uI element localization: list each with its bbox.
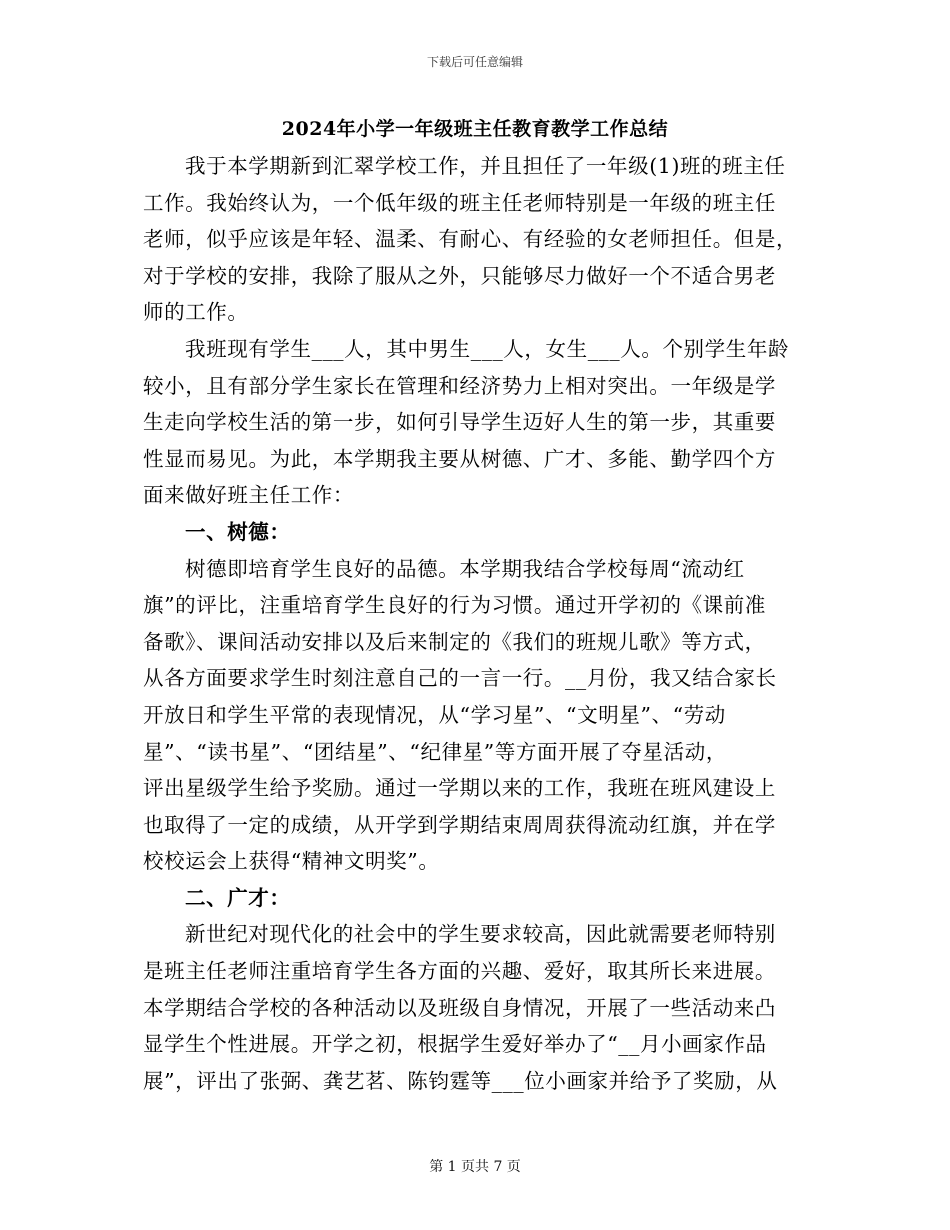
document-body — [143, 148, 813, 1099]
text-line: 新世纪对现代化的社会中的学生要求较高，因此就需要老师特别 — [185, 922, 776, 947]
text-line: 旗”的评比，注重培育学生良好的行为习惯。通过开学初的《课前准 — [143, 593, 766, 618]
text-line: 本学期结合学校的各种活动以及班级自身情况，开展了一些活动来凸 — [143, 995, 776, 1020]
text-line: 从各方面要求学生时刻注意自己的一言一行。__月份，我又结合家长 — [143, 666, 777, 691]
text-line: 开放日和学生平常的表现情况，从“学习星”、“文明星”、“劳动 — [143, 702, 726, 727]
text-line: 评出星级学生给予奖励。通过一学期以来的工作，我班在班风建设上 — [143, 776, 776, 801]
section-heading: 一、树德： — [185, 519, 291, 544]
text-line: 校校运会上获得“精神文明奖”。 — [143, 849, 440, 874]
page-number-footer: 第 1 页共 7 页 — [429, 1159, 521, 1175]
header-note: 下载后可任意编辑 — [426, 55, 523, 69]
text-line: 性显而易见。为此，本学期我主要从树德、广才、多能、勤学四个方 — [143, 446, 776, 471]
text-line: 生走向学校生活的第一步，如何引导学生迈好人生的第一步，其重要 — [143, 410, 776, 435]
text-line: 师的工作。 — [143, 300, 249, 325]
text-line: 显学生个性进展。开学之初，根据学生爱好举办了“__月小画家作品 — [143, 1032, 767, 1057]
section-heading: 二、广才： — [185, 885, 291, 910]
document-title: 2024年小学一年级班主任教育教学工作总结 — [281, 118, 669, 140]
text-line: 我班现有学生___人，其中男生___人，女生___人。个别学生年龄 — [185, 336, 790, 361]
text-line: 展”，评出了张弼、龚艺茗、陈钧霆等___位小画家并给予了奖励，从 — [143, 1068, 778, 1093]
text-line: 对于学校的安排，我除了服从之外，只能够尽力做好一个不适合男老 — [143, 263, 776, 288]
text-line: 老师，似乎应该是年轻、温柔、有耐心、有经验的女老师担任。但是， — [143, 227, 798, 252]
text-line: 面来做好班主任工作： — [143, 483, 354, 508]
text-line: 星”、“读书星”、“团结星”、“纪律星”等方面开展了夺星活动， — [143, 739, 727, 764]
text-line: 是班主任老师注重培育学生各方面的兴趣、爱好，取其所长来进展。 — [143, 959, 776, 984]
text-line: 备歌》、课间活动安排以及后来制定的《我们的班规儿歌》等方式， — [143, 629, 766, 654]
text-line: 我于本学期新到汇翠学校工作，并且担任了一年级(1)班的班主任 — [185, 154, 786, 178]
text-line: 工作。我始终认为，一个低年级的班主任老师特别是一年级的班主任 — [143, 190, 776, 215]
text-line: 也取得了一定的成绩，从开学到学期结束周周获得流动红旗，并在学 — [143, 812, 776, 837]
text-line: 较小，且有部分学生家长在管理和经济势力上相对突出。一年级是学 — [143, 373, 776, 398]
text-line: 树德即培育学生良好的品德。本学期我结合学校每周“流动红 — [185, 556, 745, 581]
